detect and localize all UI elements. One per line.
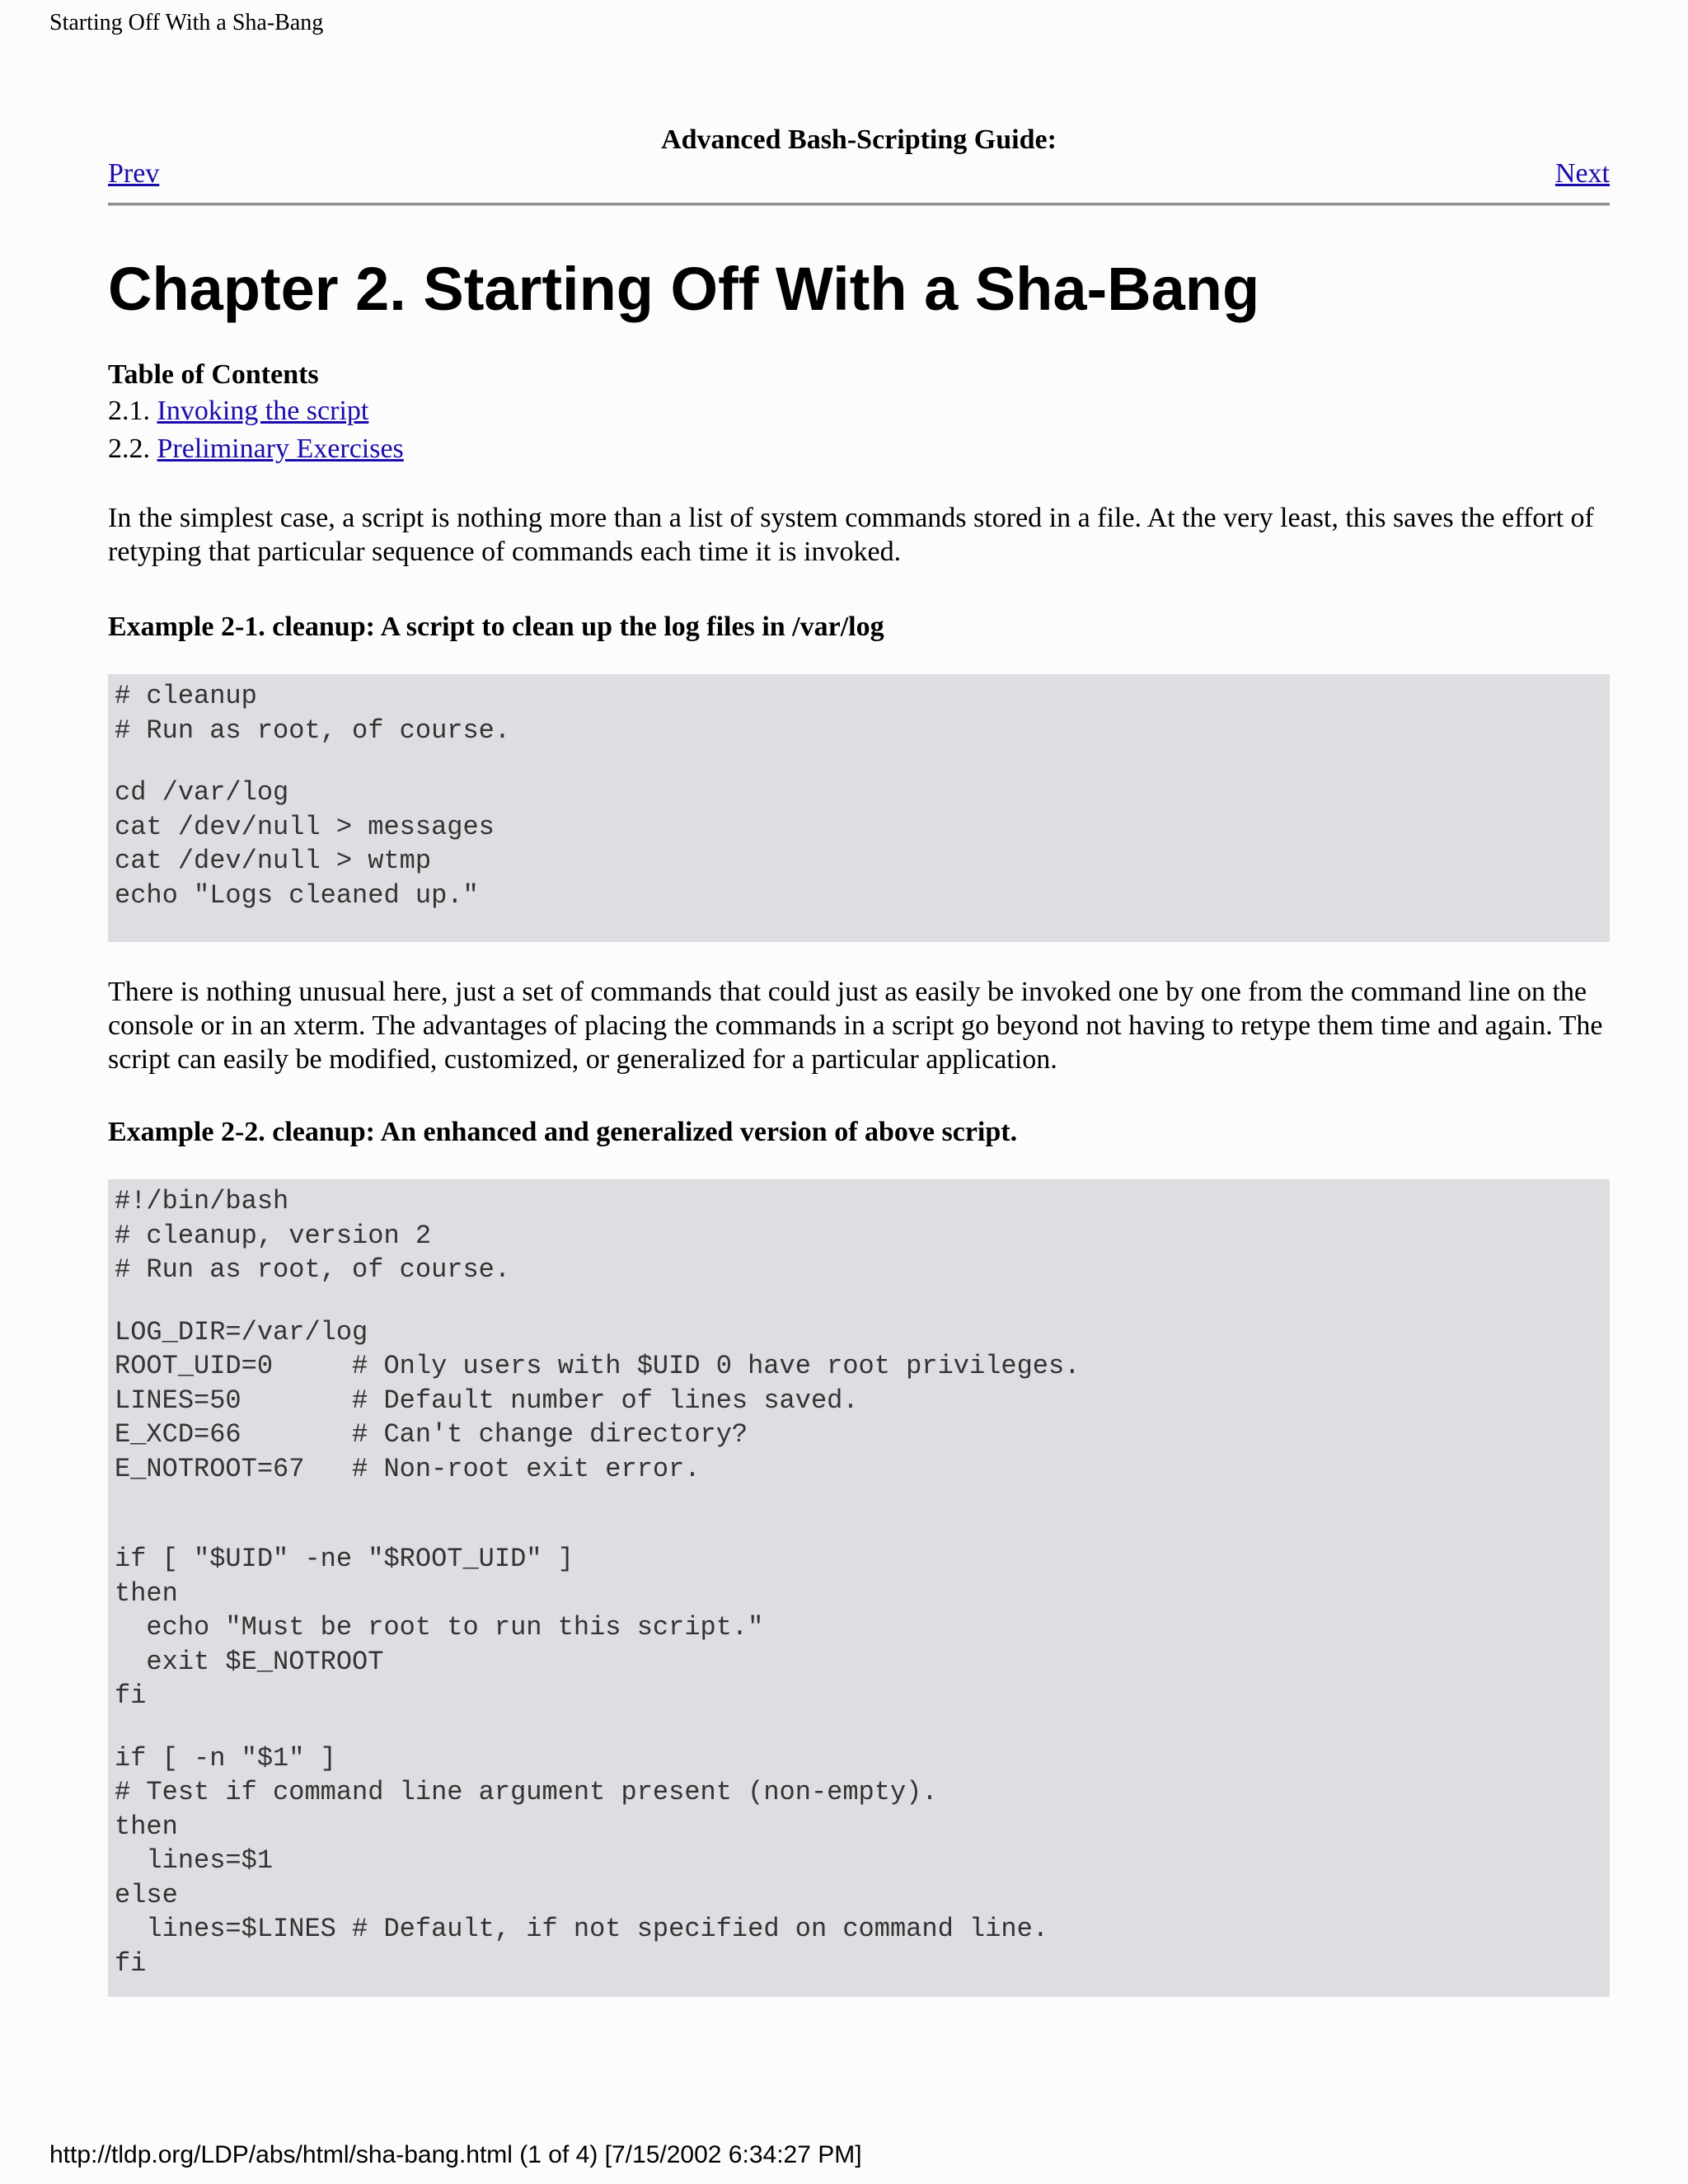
toc-link-preliminary-exercises[interactable]: Preliminary Exercises	[157, 434, 404, 464]
example-1-title: Example 2-1. cleanup: A script to clean up the log files in /var/log	[108, 612, 884, 642]
toc-title: Table of Contents	[108, 359, 319, 390]
example-2-title: Example 2-2. cleanup: An enhanced and generalized version of above script.	[108, 1117, 1018, 1147]
code-lines: #!/bin/bash # cleanup, version 2 # Run as root, of course.	[115, 1186, 511, 1285]
code-lines: LOG_DIR=/var/log ROOT_UID=0 # Only users with $UID 0 have root privileges. LINES=50 # Default number of lines saved. E_XCD=66 # Can't change directory? E_NOTROOT=67 # Non-root exit error.	[115, 1316, 1081, 1484]
toc-link-invoking-the-script[interactable]: Invoking the script	[157, 396, 369, 426]
toc-item	[108, 392, 1610, 430]
prev-link[interactable]: Prev	[108, 158, 160, 189]
print-footer: http://tldp.org/LDP/abs/html/sha-bang.html (1 of 4) [7/15/2002 6:34:27 PM]	[49, 2141, 862, 2168]
page-content	[108, 124, 1610, 1997]
code-lines: # cleanup # Run as root, of course.	[115, 681, 511, 746]
code-lines: cd /var/log cat /dev/null > messages cat /dev/null > wtmp echo "Logs cleaned up."	[115, 777, 495, 911]
chapter-title: Chapter 2. Starting Off With a Sha-Bang	[108, 255, 1260, 323]
header-divider	[108, 203, 1610, 206]
next-link[interactable]: Next	[1554, 158, 1610, 189]
toc-item	[108, 430, 1610, 468]
intro-paragraph: In the simplest case, a script is nothing more than a list of system commands stored in a file. At the very least, this saves the effort of retyping that particular sequence of commands each time it is invoked.	[108, 503, 1594, 567]
code-lines: if [ "$UID" -ne "$ROOT_UID" ] then echo "Must be root to run this script." exit $E_NOTROOT fi	[115, 1544, 764, 1711]
example-1-code-block	[108, 674, 1610, 942]
guide-title: Advanced Bash-Scripting Guide:	[661, 124, 1057, 155]
print-header: Starting Off With a Sha-Bang	[49, 10, 324, 35]
code-lines: if [ -n "$1" ] # Test if command line argument present (non-empty). then lines=$1 else lines=$LINES # Default, if not specified on command line. fi	[115, 1742, 1048, 1979]
toc-item-number: 2.1.	[108, 396, 157, 426]
example-2-code-block	[108, 1179, 1610, 1997]
toc-item-number: 2.2.	[108, 434, 157, 464]
explanation-paragraph: There is nothing unusual here, just a set of commands that could just as easily be invoked one by one from the command line on the console or in an xterm. The advantages of placing the commands in a script go beyond not having to retype them time and again. The script can easily be modified, customized, or generalized for a particular application.	[108, 977, 1603, 1075]
navigation-bar	[108, 157, 1610, 191]
